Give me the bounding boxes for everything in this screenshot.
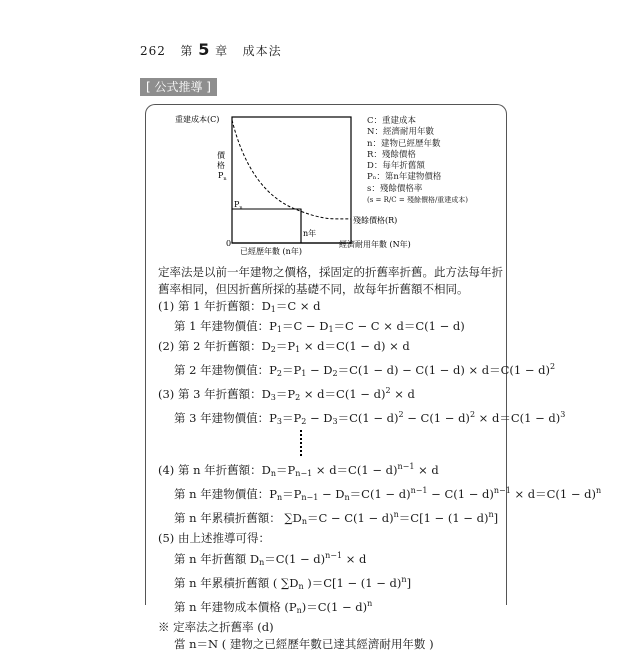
step-4-value: 第 n 年建物價值：$P_n=P_{n-1} - D_n=C(1 - d)^{n-1} - C(1 - d)^{n-1} \times d=C(1 - d)^n$ [174, 486, 602, 502]
plot-box [232, 117, 351, 243]
step-2-value: 第 2 年建物價值：$P_2=P_1 - D_2=C(1 - d) - C(1 - d) \times d=C(1 - d)^2$ [174, 362, 556, 378]
origin-label: 0 [226, 239, 232, 248]
pn-box [232, 209, 301, 243]
body-text [158, 264, 602, 653]
step-1-value: 第 1 年建物價值：$P_1=C - D_1=C - C \times d=C(1 - d)$ [174, 319, 465, 334]
step-5-depreciation: 第 n 年折舊額 $D_n=C(1 - d)^{n-1} \times d$ [174, 551, 367, 567]
step-1-title: (1) 第 1 年折舊額：$D_1=C \times d$ [158, 299, 321, 314]
page-number: 262 [140, 44, 166, 58]
intro-paragraph: 定率法是以前一年建物之價格，採固定的折舊率折舊。此方法每年折舊率相同，但因折舊所採的基礎不同，故每年折舊額不相同。 [158, 265, 503, 296]
y-top-label: 重建成本(C) [175, 115, 220, 124]
step-5-cost-price: 第 n 年建物成本價格 $(P_n)=C(1 - d)^n$ [174, 599, 373, 615]
step-5-cumulative: 第 n 年累積折舊額 ( $\sum D_n$ )$=C[1 - (1 - d)^n]$ [174, 575, 412, 591]
step-2-title: (2) 第 2 年折舊額：$D_2=P_1 \times d=C(1 - d) \times d$ [158, 339, 410, 354]
legend-item: C：重建成本 [367, 116, 417, 126]
y-axis-label-char-1: 價 [217, 151, 225, 160]
x-axis-label: 已經歷年數 (n年) [240, 247, 302, 256]
y-axis-label-char-2: 格 [217, 161, 225, 170]
chapter-number: 5 [198, 40, 211, 59]
legend-item-s: s：殘餘價格率 (s = R/C = 殘餘價格/重建成本) [367, 183, 469, 205]
note-title: ※ 定率法之折舊率 (d) [158, 620, 274, 634]
legend-s-formula: (s = R/C = 殘餘價格/重建成本) [367, 196, 469, 205]
step-4-cumulative: 第 n 年累積折舊額： $\sum D_n=C - C(1 - d)^n=C[1 - (1 - d)^n]$ [174, 510, 499, 526]
legend-item: Pₙ：第n年建物價格 [367, 172, 442, 183]
step-3-value: 第 3 年建物價值：$P_3=P_2 - D_3=C(1 - d)^2 - C(1 - d)^2 \times d=C(1 - d)^3$ [174, 410, 566, 426]
legend-item: N：經濟耐用年數 [367, 127, 434, 138]
running-header [140, 40, 282, 59]
n-year-label: n年 [303, 229, 317, 238]
step-5-title: (5) 由上述推導可得： [158, 531, 270, 545]
value-curve [232, 120, 351, 219]
note-line: 當 n＝N ( 建物之已經歷年數已達其經濟耐用年數 ) [174, 637, 434, 651]
chapter-title: 成本法 [242, 44, 282, 58]
diagram-legend [367, 116, 468, 206]
chapter-suffix: 章 [215, 44, 229, 58]
chapter-prefix: 第 [180, 44, 194, 58]
y-axis-symbol: $P_n$ [218, 171, 227, 182]
x-end-label: 經濟耐用年數 (N年) [339, 240, 411, 249]
legend-item: R：殘餘價格 [367, 149, 416, 160]
legend-item: n：建物已經歷年數 [367, 138, 441, 149]
continuation-dots [158, 430, 503, 458]
step-4-title: (4) 第 n 年折舊額：$D_n=P_{n-1} \times d=C(1 - d)^{n-1} \times d$ [158, 462, 439, 478]
section-tag: [ 公式推導 ] [140, 78, 217, 96]
step-3-title: (3) 第 3 年折舊額：$D_3=P_2 \times d=C(1 - d)^2 \times d$ [158, 386, 415, 402]
legend-item: D：每年折舊額 [367, 161, 425, 172]
pn-symbol: $P_n$ [234, 200, 243, 211]
residual-label: 殘餘價格(R) [353, 216, 398, 225]
